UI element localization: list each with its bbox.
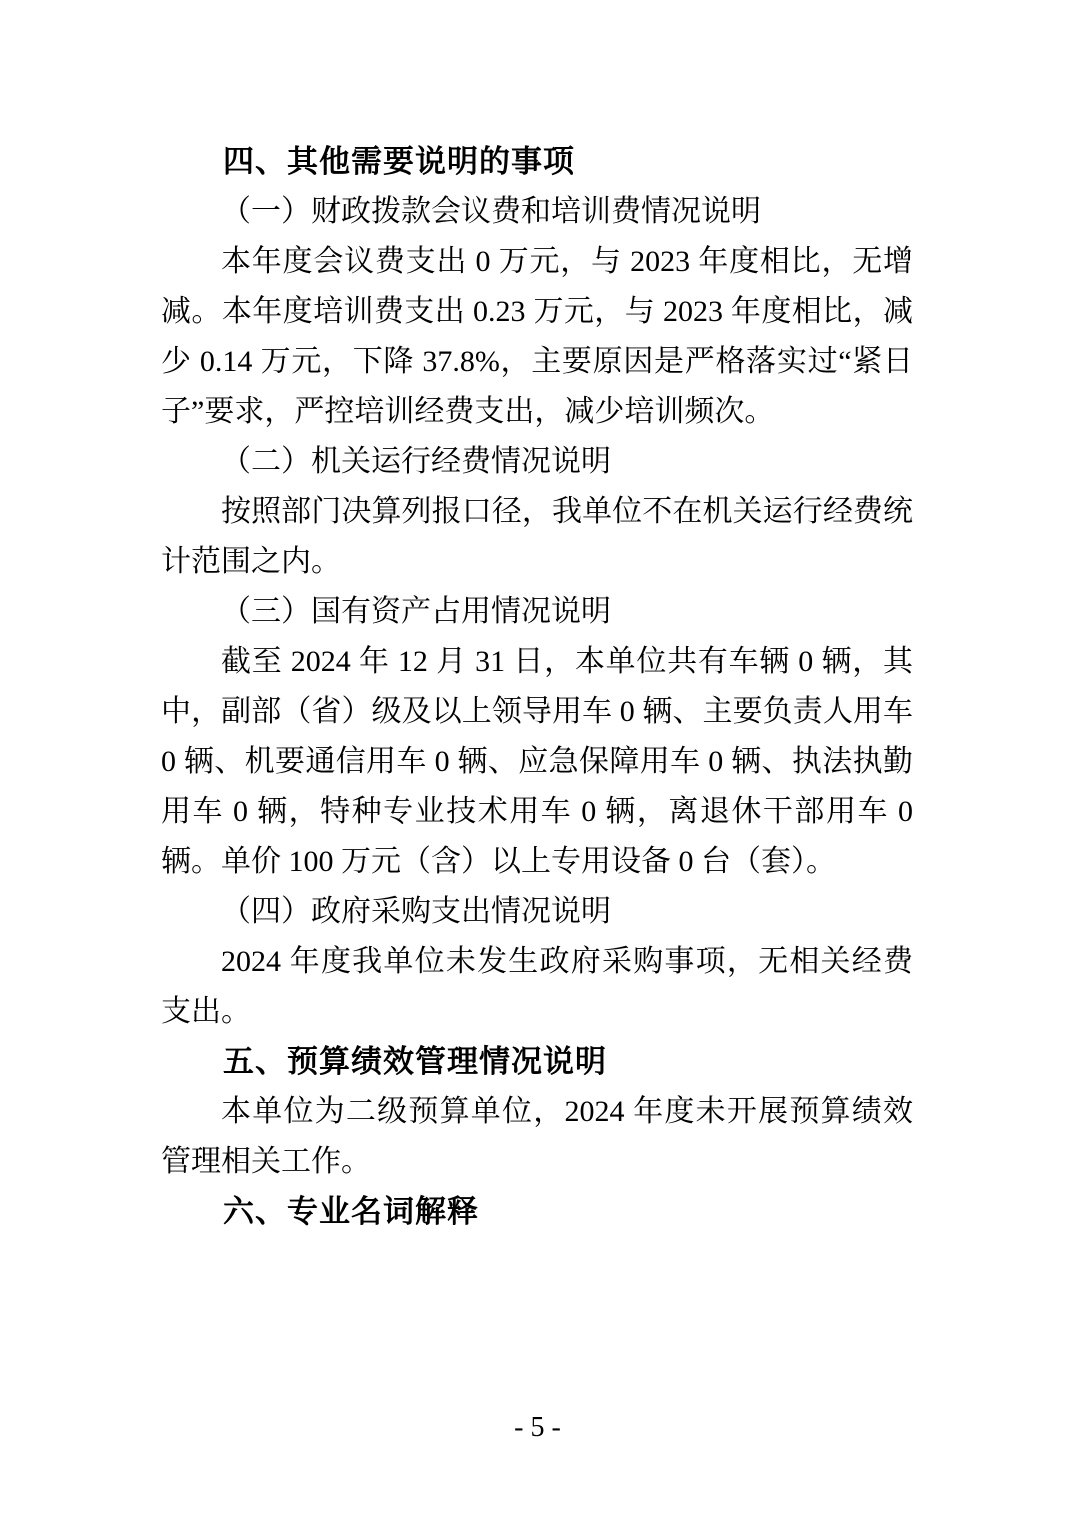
paragraph-state-assets: 截至 2024 年 12 月 31 日，本单位共有车辆 0 辆，其中，副部（省）级及以上领导用车 0 辆、主要负责人用车 0 辆、机要通信用车 0 辆、应急保障用车 0 辆、执法执勤用车 0 辆，特种专业技术用车 0 辆，离退休干部用车 0 辆。单价 100 万元（含）以上专用设备 0 台（套）。 (161, 645, 913, 878)
subheading-agency-operating-funds: （二）机关运行经费情况说明 (221, 445, 611, 478)
subheading-meeting-training-fees: （一）财政拨款会议费和培训费情况说明 (221, 195, 761, 228)
section-heading-six: 六、专业名词解释 (223, 1194, 479, 1229)
section-heading-five: 五、预算绩效管理情况说明 (223, 1044, 607, 1079)
document-body (161, 137, 913, 1237)
subheading-state-assets: （三）国有资产占用情况说明 (221, 595, 611, 628)
subheading-government-procurement: （四）政府采购支出情况说明 (221, 895, 611, 928)
page-number: - 5 - (514, 1412, 561, 1443)
paragraph-agency-operating-funds: 按照部门决算列报口径，我单位不在机关运行经费统计范围之内。 (161, 495, 913, 578)
paragraph-meeting-training-fees: 本年度会议费支出 0 万元，与 2023 年度相比，无增减。本年度培训费支出 0.23 万元，与 2023 年度相比，减少 0.14 万元，下降 37.8%，主要原因是严格落实过“紧日子”要求，严控培训经费支出，减少培训频次。 (161, 245, 913, 428)
section-heading-four: 四、其他需要说明的事项 (223, 144, 575, 179)
paragraph-government-procurement: 2024 年度我单位未发生政府采购事项，无相关经费支出。 (161, 945, 913, 1028)
paragraph-budget-performance: 本单位为二级预算单位，2024 年度未开展预算绩效管理相关工作。 (161, 1095, 913, 1178)
